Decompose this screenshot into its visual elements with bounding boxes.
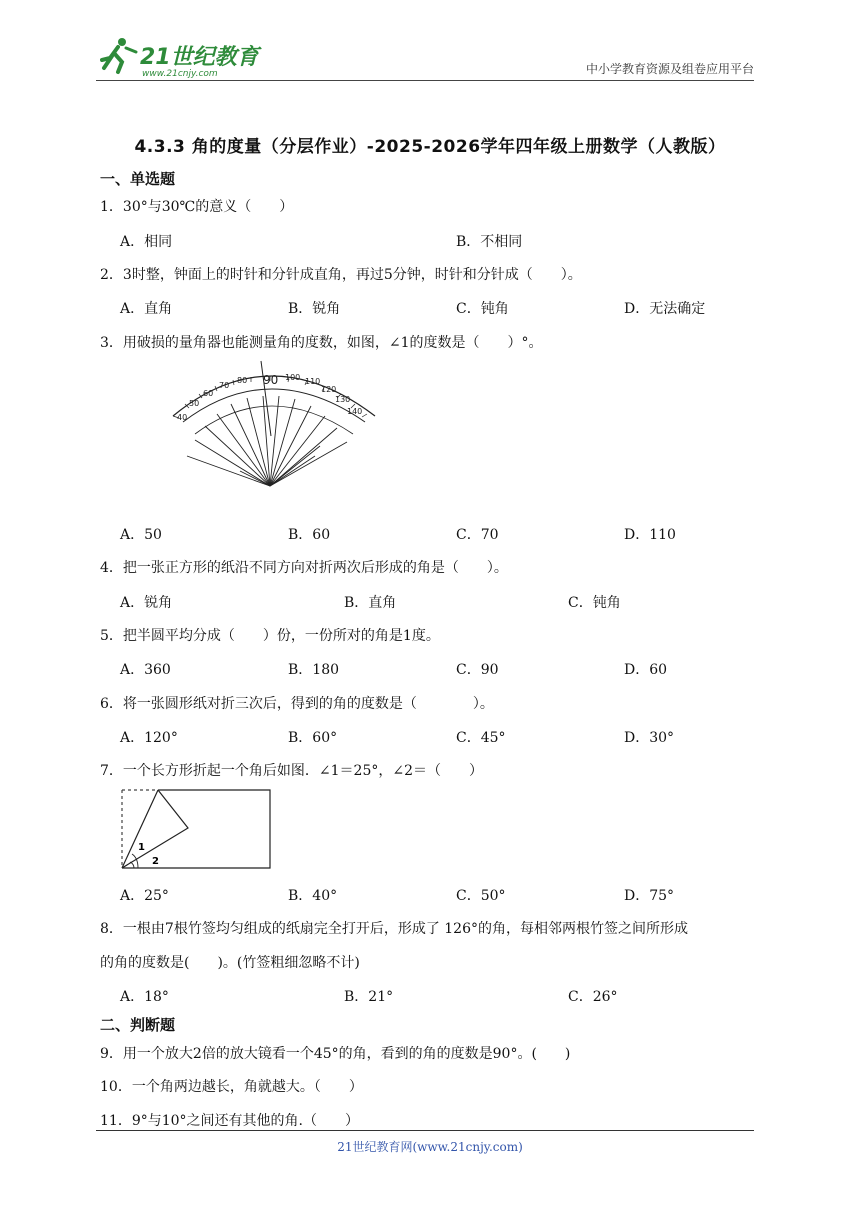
footer-link[interactable]: 21世纪教育网(www.21cnjy.com) — [337, 1140, 523, 1154]
q3-option-c[interactable]: C．70 — [456, 527, 499, 543]
svg-text:2: 2 — [152, 856, 159, 867]
svg-text:100: 100 — [285, 373, 301, 382]
folded-rectangle-figure — [118, 786, 274, 872]
q6-option-c[interactable]: C．45° — [456, 730, 506, 746]
question-5: 5．把半圆平均分成（ ）份，一份所对的角是1度。 — [100, 628, 440, 644]
svg-text:120: 120 — [321, 385, 337, 394]
q7-option-d[interactable]: D．75° — [624, 888, 675, 904]
q4-option-b[interactable]: B．直角 — [344, 595, 397, 611]
q4-option-a[interactable]: A．锐角 — [120, 595, 173, 611]
q6-option-d[interactable]: D．30° — [624, 730, 675, 746]
question-8-line-1: 8．一根由7根竹签均匀组成的纸扇完全打开后，形成了 126°的角，每相邻两根竹签之间所形成 — [100, 921, 688, 937]
question-3: 3．用破损的量角器也能测量角的度数，如图，∠1的度数是（ ）°。 — [100, 335, 543, 351]
svg-text:140: 140 — [347, 407, 363, 416]
q8-option-b[interactable]: B．21° — [344, 989, 394, 1005]
section-heading-single-choice: 一、单选题 — [100, 170, 176, 188]
q2-option-b[interactable]: B．锐角 — [288, 301, 341, 317]
q6-option-b[interactable]: B．60° — [288, 730, 338, 746]
q8-option-a[interactable]: A．18° — [120, 989, 169, 1005]
q3-option-a[interactable]: A．50 — [120, 527, 162, 543]
svg-text:90: 90 — [263, 373, 279, 387]
logo-url: www.21cnjy.com — [142, 69, 218, 79]
q5-option-d[interactable]: D．60 — [624, 662, 668, 678]
svg-text:130: 130 — [335, 395, 351, 404]
q8-option-c[interactable]: C．26° — [568, 989, 618, 1005]
footer-divider — [96, 1130, 754, 1131]
header-platform-text: 中小学教育资源及组卷应用平台 — [585, 62, 754, 76]
q2-option-a[interactable]: A．直角 — [120, 301, 173, 317]
q3-option-b[interactable]: B．60 — [288, 527, 331, 543]
question-6: 6．将一张圆形纸对折三次后，得到的角的度数是（ ）。 — [100, 696, 494, 712]
q1-option-b[interactable]: B．不相同 — [456, 234, 523, 250]
site-logo — [96, 36, 266, 80]
page-title: 4.3.3 角的度量（分层作业）-2025-2026学年四年级上册数学（人教版） — [134, 137, 726, 157]
q1-option-a[interactable]: A．相同 — [120, 234, 173, 250]
svg-text:50: 50 — [189, 399, 200, 408]
svg-text:60: 60 — [203, 389, 214, 398]
svg-text:1: 1 — [138, 842, 145, 853]
q5-option-a[interactable]: A．360 — [120, 662, 171, 678]
q5-option-c[interactable]: C．90 — [456, 662, 499, 678]
q7-option-a[interactable]: A．25° — [120, 888, 169, 904]
q6-option-a[interactable]: A．120° — [120, 730, 178, 746]
question-11: 11．9°与10°之间还有其他的角.（ ） — [100, 1113, 359, 1129]
svg-text:80: 80 — [237, 376, 248, 385]
q7-option-b[interactable]: B．40° — [288, 888, 338, 904]
section-heading-true-false: 二、判断题 — [100, 1016, 176, 1034]
question-10: 10．一个角两边越长，角就越大。（ ） — [100, 1079, 363, 1095]
svg-text:110: 110 — [305, 377, 321, 386]
svg-text:40: 40 — [177, 413, 188, 422]
broken-protractor-figure — [165, 356, 385, 491]
q3-option-d[interactable]: D．110 — [624, 527, 676, 543]
question-7: 7．一个长方形折起一个角后如图．∠1＝25°，∠2＝（ ） — [100, 763, 483, 779]
question-1: 1．30°与30℃的意义（ ） — [100, 199, 294, 215]
q2-option-d[interactable]: D．无法确定 — [624, 301, 706, 317]
q7-option-c[interactable]: C．50° — [456, 888, 506, 904]
logo-text: 21世纪教育 — [140, 45, 259, 70]
question-8-line-2: 的角的度数是( )。(竹签粗细忽略不计) — [100, 955, 360, 971]
runner-icon — [102, 38, 136, 72]
q5-option-b[interactable]: B．180 — [288, 662, 340, 678]
q2-option-c[interactable]: C．钝角 — [456, 301, 509, 317]
question-9: 9．用一个放大2倍的放大镜看一个45°的角，看到的角的度数是90°。( ) — [100, 1046, 571, 1062]
header-divider — [96, 80, 754, 81]
question-4: 4．把一张正方形的纸沿不同方向对折两次后形成的角是（ ）。 — [100, 560, 508, 576]
svg-text:70: 70 — [219, 381, 230, 390]
q4-option-c[interactable]: C．钝角 — [568, 595, 621, 611]
protractor-labels — [177, 373, 362, 422]
question-2: 2．3时整，钟面上的时针和分针成直角，再过5分钟，时针和分针成（ ）。 — [100, 267, 582, 283]
